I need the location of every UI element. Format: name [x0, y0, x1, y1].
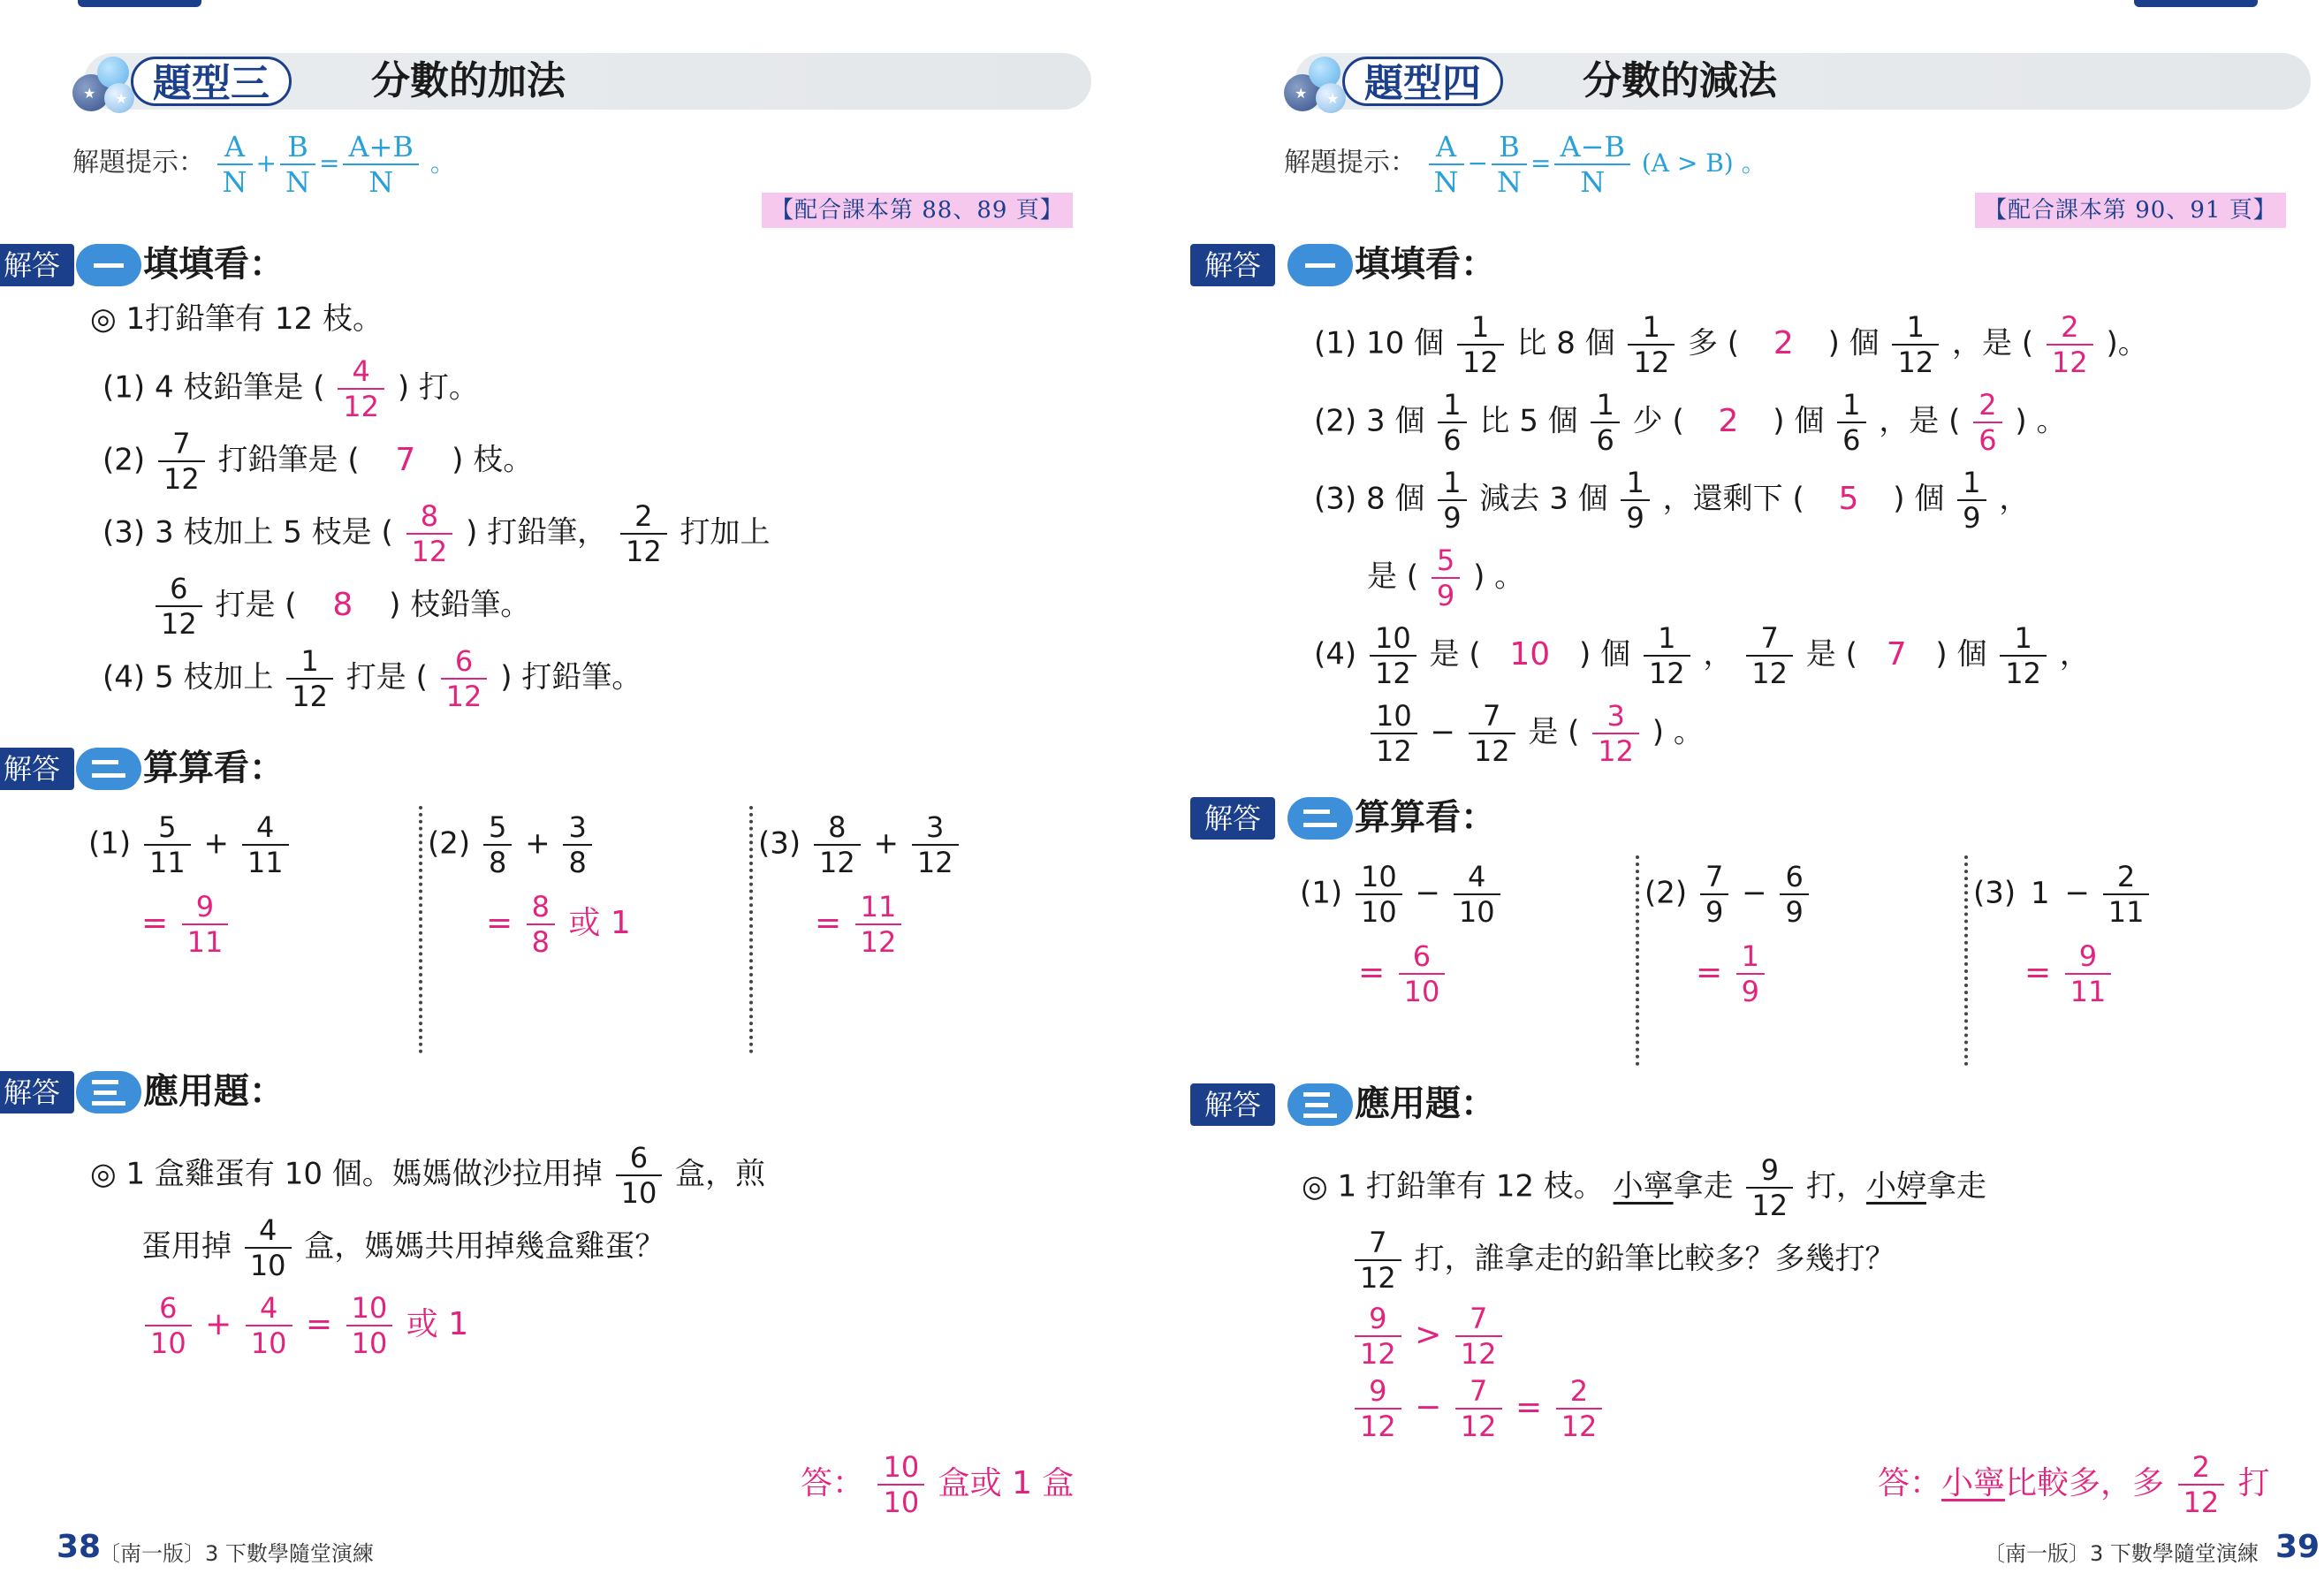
divider [419, 806, 422, 1053]
final-answer: 答： $\frac{10}{10}$ 盒或 1 盒 [801, 1450, 1075, 1519]
question-4-cont: $\frac{10}{12}$ − $\frac{7}{12}$ 是 ( $\frac{3}{12}$ ) 。 [1367, 702, 1704, 765]
word-problem-work: $\frac{6}{10}$ + $\frac{4}{10}$ = $\frac{10}{10}$ 或 1 [141, 1294, 468, 1357]
word-problem-work-1: $\frac{9}{12}$ > $\frac{7}{12}$ [1351, 1304, 1506, 1368]
calc-1-result: = $\frac{6}{10}$ [1358, 942, 1448, 1006]
word-problem-line-1: ◎ 1 盒雞蛋有 10 個。媽媽做沙拉用掉 $\frac{6}{10}$ 盒，煎 [90, 1141, 766, 1210]
question-3-cont: $\frac{6}{12}$ 打是 ( 8 ) 枝鉛筆。 [152, 574, 530, 638]
hint: 解題提示： $\frac{A}{N}$ − $\frac{B}{N}$ = $\frac{A-B}{N}$ (A > B) 。 [1284, 130, 1766, 199]
section-title: 應用題： [1355, 1083, 1496, 1124]
answer-badge: 解答 [1190, 797, 1275, 840]
star-icon: ★ [1295, 85, 1308, 102]
question-3: (3) 3 枝加上 5 枝是 ( $\frac{8}{12}$ ) 打鉛筆， $\frac{2}{12}$ 打加上 [103, 499, 771, 568]
calc-3-result: = $\frac{9}{11}$ [2024, 942, 2115, 1006]
calc-2: (2) $\frac{5}{8}$ + $\frac{3}{8}$ [428, 813, 596, 877]
top-tab [78, 0, 201, 7]
answer-badge: 解答 [0, 244, 74, 286]
section-three-icon [1287, 1083, 1353, 1126]
answer-badge: 解答 [1190, 1083, 1275, 1126]
calc-2-result: = $\frac{8}{8}$ 或 1 [486, 890, 631, 959]
section-three-icon [76, 1071, 141, 1113]
footer-text: 〔南一版〕3 下數學隨堂演練 [99, 1541, 374, 1566]
section-one-icon [76, 244, 141, 286]
topic-number: 題型四 [1342, 57, 1503, 106]
answer-badge: 解答 [0, 748, 74, 790]
word-problem-line-1: ◎ 1 打鉛筆有 12 枝。 小寧拿走 $\frac{9}{12}$ 打，小婷拿走 [1302, 1153, 1986, 1222]
section-title: 算算看： [143, 748, 285, 788]
calc-2: (2) $\frac{7}{9}$ − $\frac{6}{9}$ [1644, 863, 1812, 926]
name-xiaoning: 小寧 [1613, 1168, 1674, 1205]
section-one-icon [1287, 244, 1353, 286]
section-two-icon [76, 748, 141, 790]
calc-1-result: = $\frac{9}{11}$ [141, 893, 232, 956]
answer-value: 7 [395, 441, 416, 478]
textbook-reference: 【配合課本第 88、89 頁】 [762, 193, 1073, 228]
word-problem-line-2: $\frac{7}{12}$ 打，誰拿走的鉛筆比較多？多幾打？ [1351, 1228, 1895, 1292]
page-number: 38 [57, 1529, 102, 1565]
calc-1: (1) $\frac{10}{10}$ − $\frac{4}{10}$ [1300, 863, 1504, 926]
hint-formula: $\frac{A}{N}$ − $\frac{B}{N}$ = $\frac{A-B}{N}$ (A > B) 。 [1425, 148, 1766, 178]
answer-badge: 解答 [1190, 244, 1275, 286]
section-title: 填填看： [1355, 244, 1496, 285]
page-number: 39 [2275, 1529, 2320, 1565]
divider [1636, 855, 1639, 1066]
divider [1964, 855, 1968, 1066]
calc-3: (3) $\frac{8}{12}$ + $\frac{3}{12}$ [758, 813, 962, 877]
intro-text: ◎ 1打鉛筆有 12 枝。 [90, 301, 383, 337]
topic-title: 分數的加法 [371, 58, 566, 103]
star-icon: ★ [115, 90, 128, 107]
right-page [1162, 0, 2324, 1596]
calc-2-result: = $\frac{1}{9}$ [1696, 942, 1768, 1006]
star-icon: ★ [83, 85, 96, 102]
word-problem-line-2: 蛋用掉 $\frac{4}{10}$ 盒，媽媽共用掉幾盒雞蛋？ [141, 1213, 665, 1282]
top-tab [2134, 0, 2258, 7]
question-4: (4) 5 枝加上 $\frac{1}{12}$ 打是 ( $\frac{6}{12}$ ) 打鉛筆。 [103, 644, 642, 713]
calc-3-result: = $\frac{11}{12}$ [815, 893, 905, 956]
final-answer: 答：小寧比較多，多 $\frac{2}{12}$ 打 [1878, 1450, 2270, 1519]
section-title: 填填看： [143, 244, 285, 285]
question-2: (2) $\frac{7}{12}$ 打鉛筆是 ( 7 ) 枝。 [103, 427, 534, 496]
word-problem-work-2: $\frac{9}{12}$ − $\frac{7}{12}$ = $\frac{2}{12}$ [1351, 1377, 1606, 1440]
question-1: (1) 10 個 $\frac{1}{12}$ 比 8 個 $\frac{1}{12}$ 多 ( 2 ) 個 $\frac{1}{12}$ ，是 ( $\frac{2}{12}$ )。 [1314, 310, 2148, 379]
calc-3: (3) 1 − $\frac{2}{11}$ [1973, 863, 2153, 926]
question-3-cont: 是 ( $\frac{5}{9}$ ) 。 [1367, 543, 1525, 612]
answer-badge: 解答 [0, 1071, 74, 1113]
question-2: (2) 3 個 $\frac{1}{6}$ 比 5 個 $\frac{1}{6}$ 少 ( 2 ) 個 $\frac{1}{6}$ ，是 ( $\frac{2}{6}$ ) 。 [1314, 388, 2067, 457]
hint [72, 130, 455, 199]
divider [749, 806, 753, 1053]
question-3: (3) 8 個 $\frac{1}{9}$ 減去 3 個 $\frac{1}{9}$ ，還剩下 ( 5 ) 個 $\frac{1}{9}$ ， [1314, 466, 2030, 535]
section-title: 應用題： [143, 1071, 285, 1112]
star-icon: ★ [1326, 90, 1340, 107]
topic-title: 分數的減法 [1583, 58, 1777, 103]
textbook-reference: 【配合課本第 90、91 頁】 [1975, 193, 2286, 228]
hint-label: 解題提示： [72, 147, 205, 179]
section-two-icon [1287, 797, 1353, 840]
topic-number: 題型三 [131, 57, 292, 106]
calc-1: (1) $\frac{5}{11}$ + $\frac{4}{11}$ [88, 813, 292, 877]
section-title: 算算看： [1355, 797, 1496, 838]
footer-text: 〔南一版〕3 下數學隨堂演練 [1984, 1541, 2259, 1566]
answer-fraction: $\frac{4}{12}$ [338, 357, 384, 421]
question-1: (1) 4 枝鉛筆是 ( $\frac{4}{12}$ ) 打。 [103, 354, 479, 423]
question-4: (4) $\frac{10}{12}$ 是 ( 10 ) 個 $\frac{1}{12}$ ， $\frac{7}{12}$ 是 ( 7 ) 個 $\frac{1}{12}$ ， [1314, 621, 2090, 690]
name-xiaoting: 小婷 [1865, 1168, 1926, 1205]
hint-formula: $\frac{A}{N}$ + $\frac{B}{N}$ = $\frac{A+B}{N}$ 。 [214, 148, 455, 178]
